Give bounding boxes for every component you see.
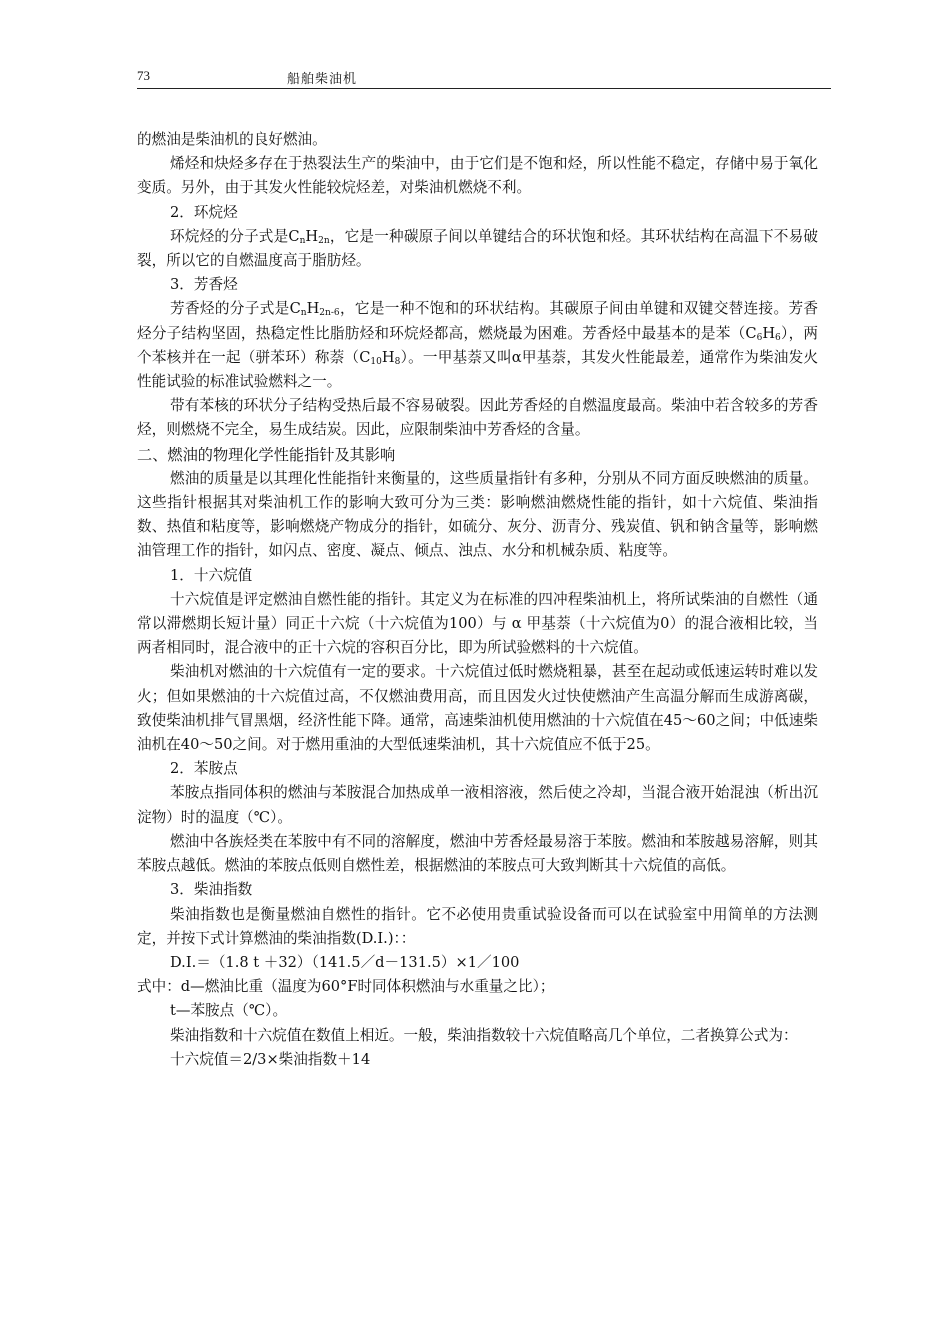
paragraph-naphthene-formula <box>137 225 818 273</box>
subheading-naphthene: 2．环烷烃 <box>170 203 238 221</box>
subscript: n <box>299 235 306 246</box>
paragraph: 燃油的质量是以其理化性能指针来衡量的，这些质量指针有多种，分别从不同方面反映燃油的质量。这些指针根据其对柴油机工作的影响大致可分为三类：影响燃油燃烧性能的指针，如十六烷值、柴油指数、热值和粘度等，影响燃烧产物成分的指针，如硫分、灰分、沥青分、残炭值、钒和钠含量等，影响燃油管理工作的指针，如闪点、密度、凝点、倾点、浊点、水分和机械杂质、粘度等。 <box>137 469 818 560</box>
paragraph: 带有苯核的环状分子结构受热后最不容易破裂。因此芳香烃的自燃温度最高。柴油中若含较多的芳香烃，则燃烧不完全，易生成结炭。因此，应限制柴油中芳香烃的含量。 <box>137 397 818 439</box>
text: 芳香烃的分子式是C <box>170 300 301 318</box>
subheading-aniline: 2．苯胺点 <box>170 760 238 778</box>
subheading-cetane: 1．十六烷值 <box>170 566 253 584</box>
page-number: 73 <box>137 68 150 83</box>
subscript: 6 <box>775 332 781 343</box>
subheading-aromatic: 3．芳香烃 <box>170 276 238 294</box>
subscript: 2n <box>318 235 330 246</box>
text: H <box>762 324 776 342</box>
running-title: 船舶柴油机 <box>287 72 358 87</box>
paragraph: 十六烷值是评定燃油自燃性能的指针。其定义为在标准的四冲程柴油机上，将所试柴油的自燃性（通常以滞燃期长短计量）同正十六烷（十六烷值为100）与 α 甲基萘（十六烷值为0）的混合液相比较，当两者相同时，混合液中的正十六烷的容积百分比，即为所试验燃料的十六烷值。 <box>137 590 818 657</box>
paragraph-aromatic-formula <box>137 297 818 394</box>
subscript: 8 <box>394 356 401 367</box>
text: ）。一甲基萘又叫α甲基萘，其发火性能最差，通常作为柴油发火性能试验的标准试验燃料之一。 <box>137 348 818 391</box>
formula: 十六烷值＝2/3×柴油指数＋14 <box>170 1050 371 1068</box>
text: ，它是一种碳原子间以单键结合的环状饱和烃。其环状结构在高温下不易破裂，所以它的自燃温度高于脂肪烃。 <box>137 227 818 270</box>
formula-legend: t—苯胺点（℃）。 <box>170 1002 288 1020</box>
paragraph: 柴油指数和十六烷值在数值上相近。一般，柴油指数较十六烷值略高几个单位，二者换算公式为： <box>170 1026 798 1044</box>
subscript: n <box>300 308 307 319</box>
page-body <box>137 128 818 1072</box>
section-heading: 二、燃油的物理化学性能指针及其影响 <box>137 445 396 464</box>
subheading-diesel-index: 3．柴油指数 <box>170 881 253 899</box>
text: ），两个苯核并在一起（骈苯环）称萘（C <box>137 324 818 366</box>
subscript: 6 <box>756 332 763 343</box>
text: H <box>305 227 319 245</box>
text: ，它是一种不饱和的环状结构。其碳原子间由单键和双键交替连接。芳香烃分子结构坚固，热稳定性比脂肪烃和环烷烃都高，燃烧最为困难。芳香烃中最基本的是苯（C <box>137 300 818 342</box>
paragraph: 柴油指数也是衡量燃油自燃性的指针。它不必使用贵重试验设备而可以在试验室中用简单的方法测定，并按下式计算燃油的柴油指数(D.I.)：： <box>137 905 818 947</box>
formula-legend: 式中：d—燃油比重（温度为60°F时同体积燃油与水重量之比）； <box>137 978 555 996</box>
text: 环烷烃的分子式是C <box>170 227 300 245</box>
formula: D.I.＝（1.8 t ＋32）（141.5／d－131.5）×1／100 <box>170 953 520 971</box>
page-header <box>137 66 831 89</box>
text: H <box>381 348 395 366</box>
text: H <box>306 300 320 318</box>
subscript: 10 <box>370 356 382 367</box>
subscript: 2n-6 <box>319 308 340 319</box>
paragraph: 柴油机对燃油的十六烷值有一定的要求。十六烷值过低时燃烧粗暴，甚至在起动或低速运转时难以发火；但如果燃油的十六烷值过高，不仅燃油费用高，而且因发火过快使燃油产生高温分解而生成游离碳，致使柴油机排气冒黑烟，经济性能下降。通常，高速柴油机使用燃油的十六烷值在45～60之间；中低速柴油机在40～50之间。对于燃用重油的大型低速柴油机，其十六烷值应不低于25。 <box>137 663 818 754</box>
paragraph: 烯烃和炔烃多存在于热裂法生产的柴油中，由于它们是不饱和烃，所以性能不稳定，存储中易于氧化变质。另外，由于其发火性能较烷烃差，对柴油机燃烧不利。 <box>137 155 818 197</box>
paragraph: 的燃油是柴油机的良好燃油。 <box>137 131 327 148</box>
paragraph: 苯胺点指同体积的燃油与苯胺混合加热成单一液相溶液，然后使之冷却，当混合液开始混浊（析出沉淀物）时的温度（℃）。 <box>137 784 818 826</box>
paragraph: 燃油中各族烃类在苯胺中有不同的溶解度，燃油中芳香烃最易溶于苯胺。燃油和苯胺越易溶解，则其苯胺点越低。燃油的苯胺点低则自燃性差，根据燃油的苯胺点可大致判断其十六烷值的高低。 <box>137 832 818 875</box>
